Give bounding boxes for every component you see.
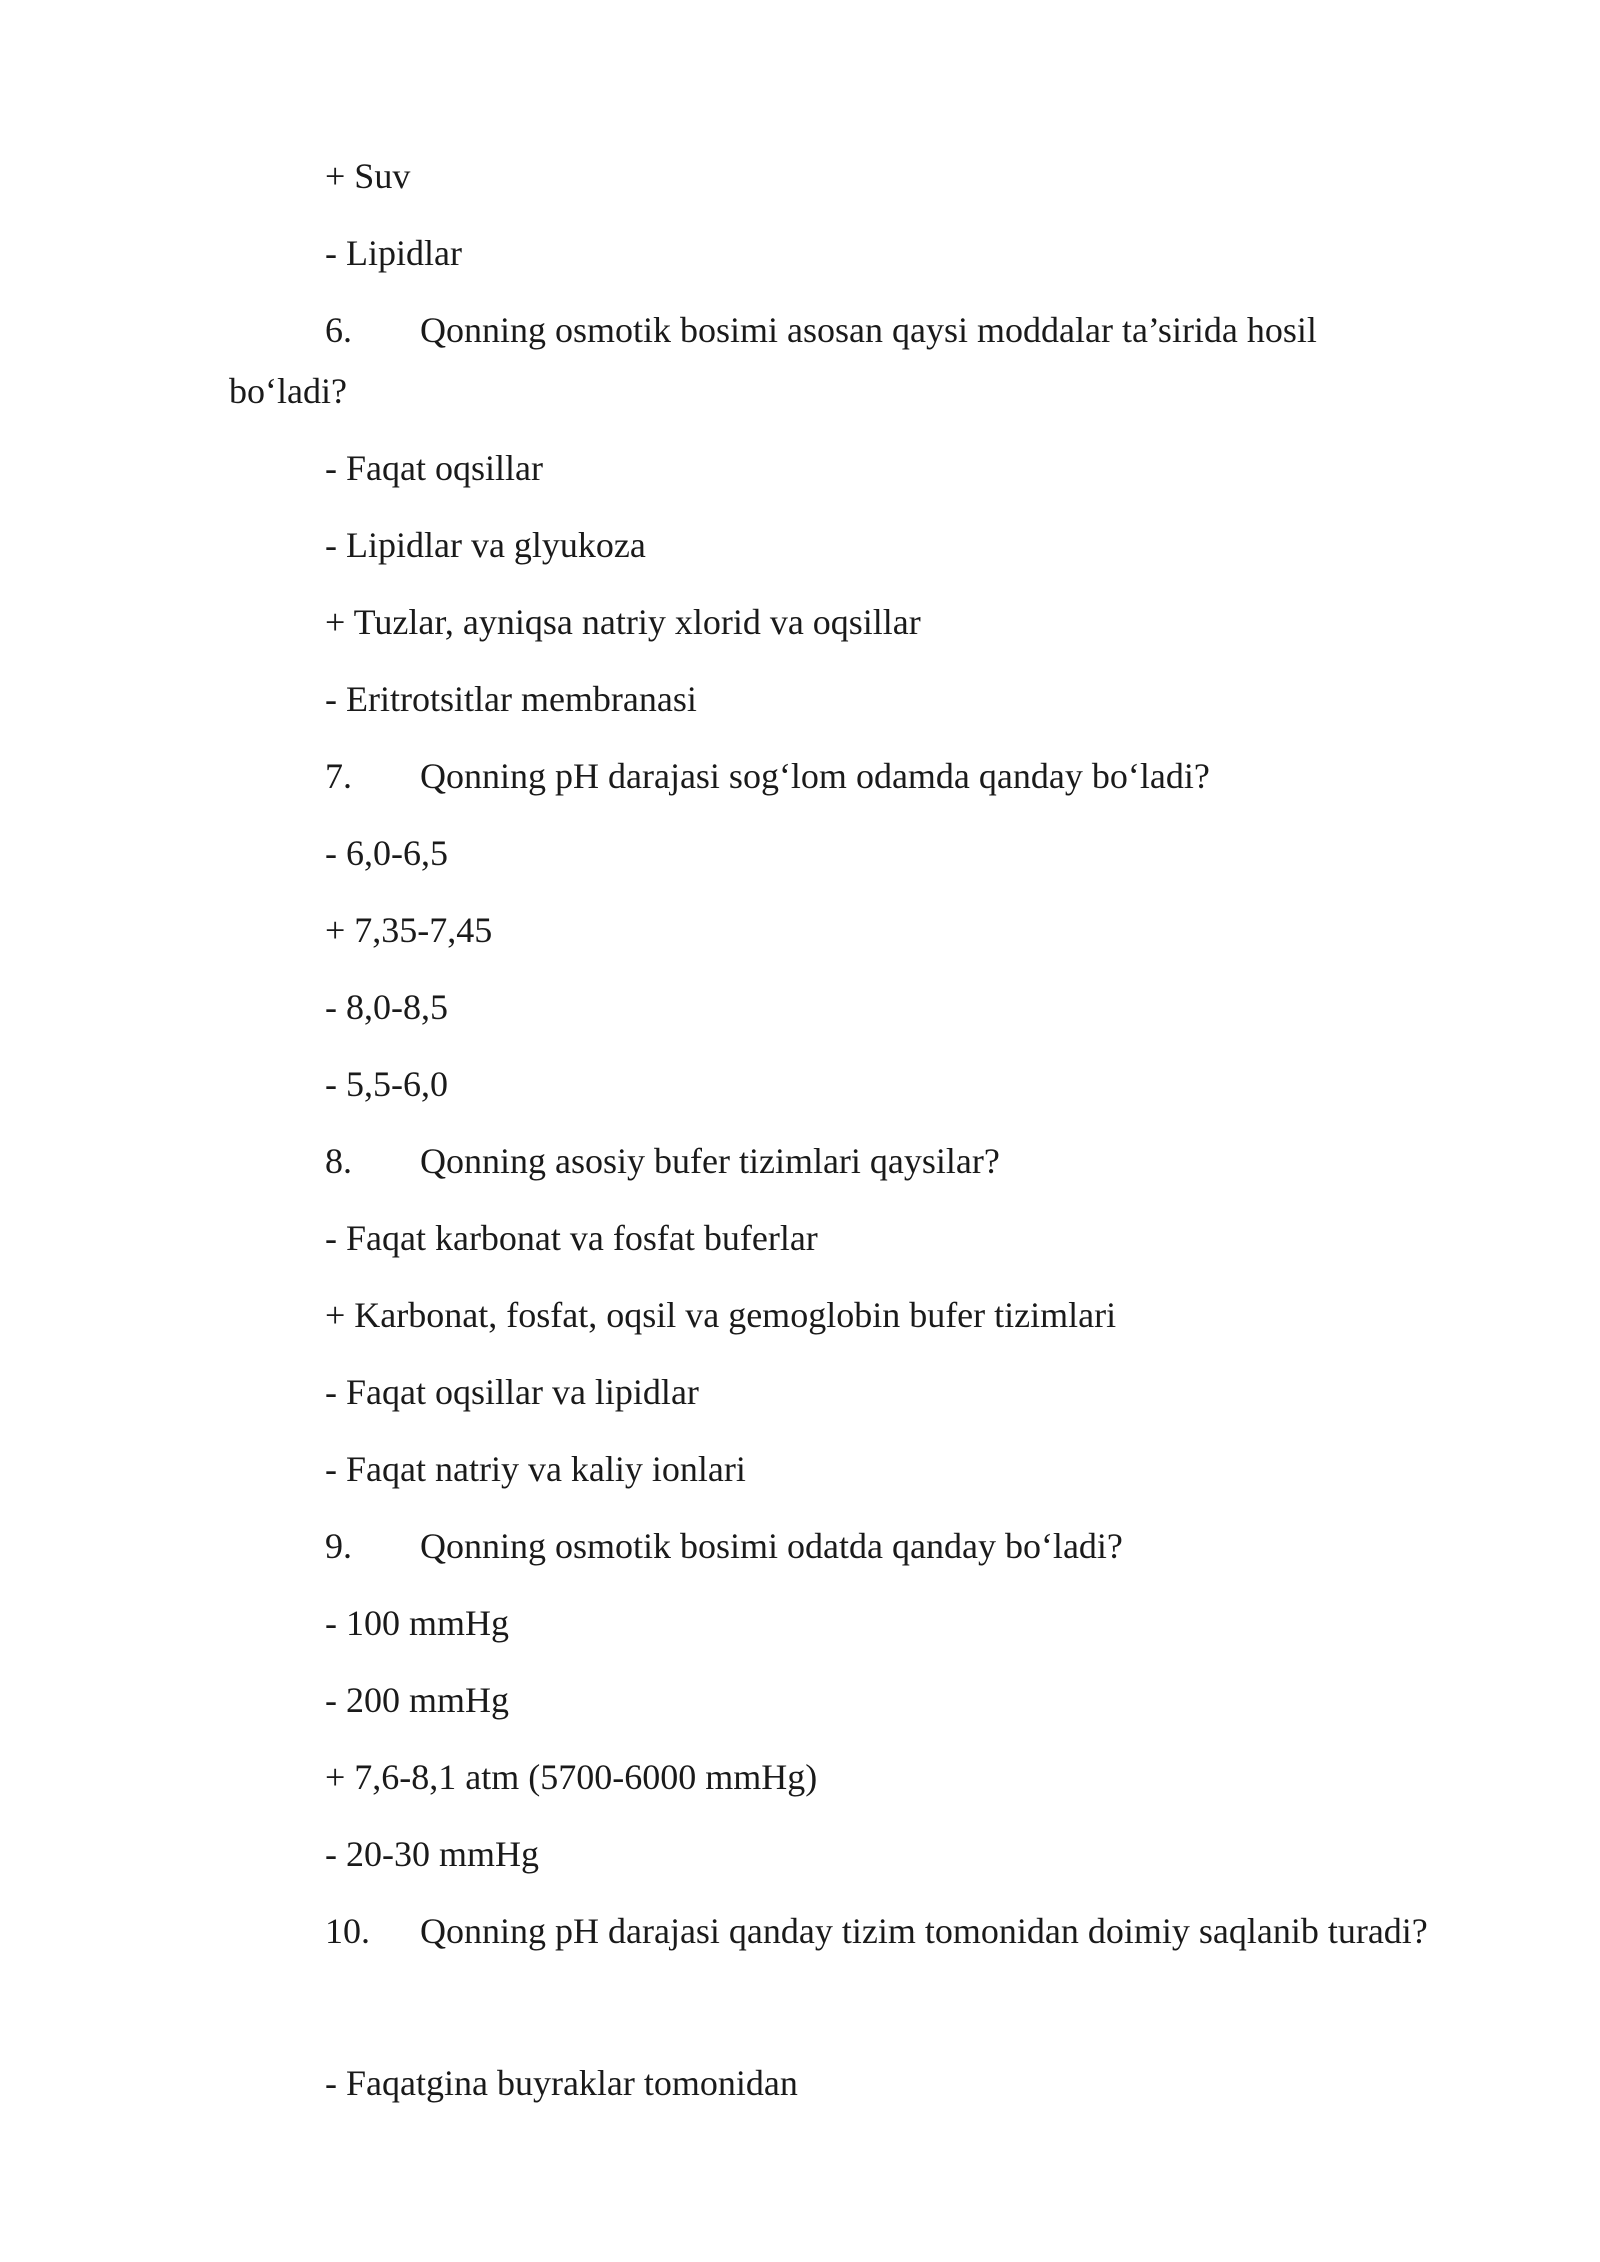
question-text: Qonning pH darajasi sog‘lom odamda qanday bo‘ladi? <box>420 756 1210 796</box>
question-text: Qonning osmotik bosimi asosan qaysi moddalar ta’sirida hosil <box>420 310 1317 350</box>
answer-option-correct: + Tuzlar, ayniqsa natriy xlorid va oqsillar <box>325 602 921 642</box>
answer-option: - 8,0-8,5 <box>325 987 448 1027</box>
answer-option: - 5,5-6,0 <box>325 1064 448 1104</box>
answer-option: + Suv <box>325 156 411 196</box>
question-number: 7. <box>325 756 352 796</box>
answer-option: - 100 mmHg <box>325 1603 509 1643</box>
question-number: 10. <box>325 1911 370 1951</box>
question-7 <box>325 754 1210 798</box>
question-text-continuation: bo‘ladi? <box>229 371 347 411</box>
question-text: Qonning asosiy bufer tizimlari qaysilar? <box>420 1141 1000 1181</box>
answer-option: - Faqat karbonat va fosfat buferlar <box>325 1218 818 1258</box>
question-9 <box>325 1524 1123 1568</box>
answer-option: - 200 mmHg <box>325 1680 509 1720</box>
question-8 <box>325 1139 1000 1183</box>
answer-option-correct: + Karbonat, fosfat, oqsil va gemoglobin bufer tizimlari <box>325 1295 1117 1335</box>
question-10 <box>325 1909 1428 1953</box>
answer-option: - 6,0-6,5 <box>325 833 448 873</box>
answer-option-correct: + 7,35-7,45 <box>325 910 493 950</box>
answer-option: - Eritrotsitlar membranasi <box>325 679 697 719</box>
answer-option: - Faqat natriy va kaliy ionlari <box>325 1449 746 1489</box>
answer-option: - Faqat oqsillar va lipidlar <box>325 1372 699 1412</box>
answer-option: - Faqatgina buyraklar tomonidan <box>325 2063 798 2103</box>
answer-option: - Faqat oqsillar <box>325 448 543 488</box>
answer-option: - Lipidlar va glyukoza <box>325 525 646 565</box>
answer-option: - Lipidlar <box>325 233 462 273</box>
question-number: 9. <box>325 1526 352 1566</box>
answer-option-correct: + 7,6-8,1 atm (5700-6000 mmHg) <box>325 1757 818 1797</box>
question-number: 8. <box>325 1141 352 1181</box>
question-text: Qonning pH darajasi qanday tizim tomonidan doimiy saqlanib turadi? <box>420 1911 1428 1951</box>
question-number: 6. <box>325 310 352 350</box>
answer-option: - 20-30 mmHg <box>325 1834 539 1874</box>
question-text: Qonning osmotik bosimi odatda qanday bo‘ladi? <box>420 1526 1123 1566</box>
question-6 <box>325 308 1317 352</box>
